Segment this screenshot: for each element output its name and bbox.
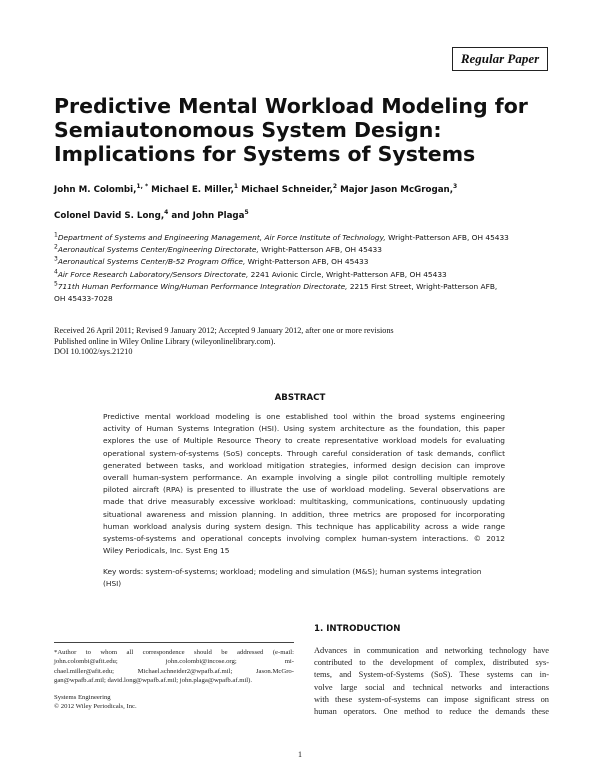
affiliation xyxy=(54,269,554,281)
intro-line: contributed to the development of complex, distributed sys- xyxy=(314,658,549,668)
affiliation xyxy=(54,244,554,256)
affiliation-location: Wright-Patterson AFB, OH 45433 xyxy=(258,245,382,255)
abstract-line: systems-of-systems and operational concepts involving complex human-system interactions. © 2012 xyxy=(103,534,505,544)
abstract-line: overall human-system performance. An example involving a single pilot controlling multiple remotely xyxy=(103,473,505,483)
abstract-line: activity of Human Systems Integration (HSI). Using system architecture as the foundation, this paper xyxy=(103,424,505,434)
paper-type-badge: Regular Paper xyxy=(452,47,548,71)
abstract-line: made that drive measurably excessive workload: multitasking, communications, continuously updating xyxy=(103,497,505,507)
affiliation-number: 3 xyxy=(54,255,58,263)
affiliation-org: Department of Systems and Engineering Management, Air Force Institute of Technology, xyxy=(57,233,386,242)
author-name: and John Plaga xyxy=(171,211,245,221)
author-name: Michael E. Miller, xyxy=(151,185,234,195)
abstract-line: Predictive mental workload modeling is one established tool within the broad systems engineering xyxy=(103,412,505,421)
history-line: Received 26 April 2011; Revised 9 January 2012; Accepted 9 January 2012, after one or more revisions xyxy=(54,326,394,335)
abstract-line: piloted aircraft (RPA) is presented to illustrate the use of workload modeling. Several observations are xyxy=(103,485,505,495)
affiliations xyxy=(54,232,554,305)
copyright: © 2012 Wiley Periodicals, Inc. xyxy=(54,703,137,711)
keywords-line: (HSI) xyxy=(103,579,122,589)
author-affil-marker: 1, * xyxy=(136,183,149,191)
affiliation xyxy=(54,232,554,244)
footnote-rule xyxy=(54,642,294,643)
paper-title xyxy=(54,94,554,166)
title-line: Predictive Mental Workload Modeling for xyxy=(54,94,528,118)
keywords-line: Key words: system-of-systems; workload; modeling and simulation (M&S); human systems integration xyxy=(103,567,482,576)
affiliation-location: 2215 First Street, Wright-Patterson AFB, xyxy=(347,281,498,291)
footnote-line: gan@wpafb.af.mil; david.long@wpafb.af.mil; john.plaga@wpafb.af.mil). xyxy=(54,677,253,685)
publication-history xyxy=(54,326,554,358)
intro-line: with these system-of-systems can impose significant stress on xyxy=(314,694,549,704)
affiliation-location: Wright-Patterson AFB, OH 45433 xyxy=(245,257,369,267)
author-name: Colonel David S. Long, xyxy=(54,211,165,221)
affiliation xyxy=(54,256,554,268)
abstract-line: generated between tasks, and workload mitigation strategies, informed design decision can improve xyxy=(103,460,505,470)
journal-name: Systems Engineering xyxy=(54,694,111,701)
affiliation-org: Aeronautical Systems Center/Engineering Directorate, xyxy=(57,245,259,255)
affiliation-org: Air Force Research Laboratory/Sensors Directorate, xyxy=(57,269,249,279)
abstract-body xyxy=(103,411,505,557)
author-line xyxy=(54,177,564,203)
author-affil-marker: 5 xyxy=(244,209,249,217)
journal-info xyxy=(54,693,294,712)
footnote-line: *Author to whom all correspondence should be addressed (e-mail: xyxy=(54,649,294,656)
doi-line: DOI 10.1002/sys.21210 xyxy=(54,347,133,357)
author-affil-marker: 2 xyxy=(332,183,338,191)
affiliation-number: 1 xyxy=(54,231,58,239)
author-affil-marker: 1 xyxy=(233,183,239,191)
intro-line: Advances in communication and networking technology have xyxy=(314,646,549,655)
abstract-line: operational system-of-systems (SoS) concepts. Through careful consideration of task demands, conflict xyxy=(103,448,505,458)
correspondence-footnote xyxy=(54,648,294,686)
affiliation-location: 2241 Avionic Circle, Wright-Patterson AFB, OH 45433 xyxy=(248,269,447,279)
affiliation-location: Wright-Patterson AFB, OH 45433 xyxy=(385,233,509,242)
affiliation-continuation: OH 45433-7028 xyxy=(54,294,113,304)
footnote-line: chael.miller@afit.edu; Michael.schneider2@wpafb.af.mil; Jason.McGro- xyxy=(54,667,294,675)
author-name: John M. Colombi, xyxy=(54,185,137,195)
title-line: Semiautonomous System Design: xyxy=(54,118,442,142)
affiliation-org: Aeronautical Systems Center/B-52 Program Office, xyxy=(57,257,246,267)
affiliation-number: 5 xyxy=(54,280,58,288)
title-line: Implications for Systems of Systems xyxy=(54,142,476,166)
introduction-text xyxy=(314,645,549,718)
abstract-line: explores the use of Multiple Resource Theory to create representative workload models for evaluating xyxy=(103,436,505,446)
author-line xyxy=(54,203,564,229)
intro-line: tems, and System-of-Systems (SoS). These systems can in- xyxy=(314,670,549,680)
abstract-heading: ABSTRACT xyxy=(274,393,326,403)
abstract-line: human workload analysis during system design. This technique has applicability across a wide range xyxy=(103,521,505,531)
affiliation-org: 711th Human Performance Wing/Human Performance Integration Directorate, xyxy=(57,281,348,291)
author-list xyxy=(54,177,564,229)
page-number: 1 xyxy=(298,750,302,759)
section-heading-introduction: 1. INTRODUCTION xyxy=(314,624,401,634)
affiliation-number: 2 xyxy=(54,243,58,251)
affiliation-number: 4 xyxy=(54,268,58,276)
abstract-line: Wiley Periodicals, Inc. Syst Eng 15 xyxy=(103,546,230,556)
author-affil-marker: 4 xyxy=(164,209,169,217)
author-affil-marker: 3 xyxy=(453,183,458,191)
abstract-line: situational awareness and mission planning. In addition, three metrics are proposed for incorporating xyxy=(103,509,505,519)
affiliation xyxy=(54,281,554,293)
keywords xyxy=(103,566,505,590)
author-name: Major Jason McGrogan, xyxy=(340,185,454,195)
intro-line: volve large social and technical networks and interactions xyxy=(314,682,549,692)
intro-line: human operators. One method to reduce the demands these xyxy=(314,707,549,717)
footnote-line: john.colombi@afit.edu; john.colombi@incose.org; mi- xyxy=(54,658,294,666)
author-name: Michael Schneider, xyxy=(241,185,333,195)
history-line: Published online in Wiley Online Library (wileyonlinelibrary.com). xyxy=(54,336,276,346)
